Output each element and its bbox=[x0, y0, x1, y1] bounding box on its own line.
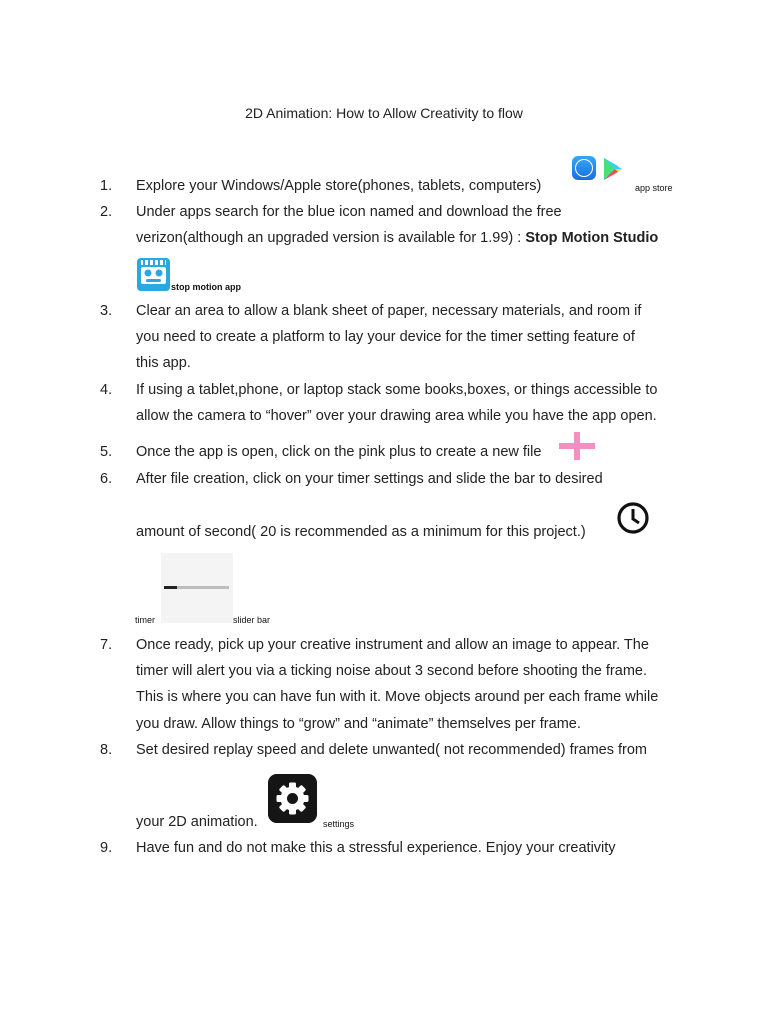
step-7-line-4: you draw. Allow things to “grow” and “animate” themselves per frame. bbox=[136, 716, 581, 732]
step-5-text: Once the app is open, click on the pink plus to create a new file bbox=[136, 444, 542, 460]
slider-track bbox=[164, 586, 229, 589]
pink-plus-icon bbox=[559, 432, 595, 460]
step-5-number: 5. bbox=[100, 444, 113, 460]
settings-gear-icon bbox=[268, 774, 317, 823]
page-title: 2D Animation: How to Allow Creativity to flow bbox=[245, 105, 523, 121]
step-2-line-2: verizon(although an upgraded version is available for 1.99) : Stop Motion Studio bbox=[136, 230, 659, 246]
timer-clock-icon bbox=[613, 498, 653, 538]
step-3-line-3: this app. bbox=[136, 355, 191, 371]
step-6-line-1: After file creation, click on your timer settings and slide the bar to desired bbox=[136, 471, 603, 487]
step-9-text: Have fun and do not make this a stressful experience. Enjoy your creativity bbox=[136, 840, 616, 856]
step-2-number: 2. bbox=[100, 204, 113, 220]
step-1-text: Explore your Windows/Apple store(phones, tablets, computers) bbox=[136, 178, 542, 194]
slider-bar bbox=[161, 553, 233, 623]
step-6-line-2: amount of second( 20 is recommended as a minimum for this project.) bbox=[136, 524, 586, 540]
step-4-line-2: allow the camera to “hover” over your drawing area while you have the app open. bbox=[136, 408, 657, 424]
step-7-number: 7. bbox=[100, 637, 113, 653]
step-4-number: 4. bbox=[100, 382, 113, 398]
step-6-number: 6. bbox=[100, 471, 113, 487]
step-1-number: 1. bbox=[100, 178, 113, 194]
settings-caption: settings bbox=[323, 819, 355, 829]
step-7-line-1: Once ready, pick up your creative instrument and allow an image to appear. The bbox=[136, 637, 649, 653]
step-3-number: 3. bbox=[100, 303, 113, 319]
step-8-number: 8. bbox=[100, 742, 113, 758]
step-4-line-1: If using a tablet,phone, or laptop stack some books,boxes, or things accessible to bbox=[136, 382, 658, 398]
step-3-line-2: you need to create a platform to lay your device for the timer setting feature of bbox=[136, 329, 635, 345]
slider-fill bbox=[164, 586, 177, 589]
stop-motion-app-caption: stop motion app bbox=[171, 282, 241, 292]
playstore-icon bbox=[602, 156, 624, 182]
slider-bar-caption: slider bar bbox=[233, 615, 271, 625]
step-9-number: 9. bbox=[100, 840, 113, 856]
app-store-caption: app store bbox=[635, 183, 673, 193]
step-8-line-1: Set desired replay speed and delete unwanted( not recommended) frames from bbox=[136, 742, 648, 758]
timer-caption: timer bbox=[135, 615, 155, 625]
step-7-line-2: timer will alert you via a ticking noise about 3 second before shooting the frame. bbox=[136, 663, 647, 679]
appstore-icon bbox=[572, 156, 596, 180]
step-8-line-2: your 2D animation. bbox=[136, 814, 258, 830]
step-7-line-3: This is where you can have fun with it. Move objects around per each frame while bbox=[136, 689, 659, 705]
stop-motion-studio-name: Stop Motion Studio bbox=[525, 230, 659, 246]
step-2-line-1: Under apps search for the blue icon named and download the free bbox=[136, 204, 562, 220]
stop-motion-app-icon bbox=[137, 258, 170, 291]
step-3-line-1: Clear an area to allow a blank sheet of paper, necessary materials, and room if bbox=[136, 303, 642, 319]
